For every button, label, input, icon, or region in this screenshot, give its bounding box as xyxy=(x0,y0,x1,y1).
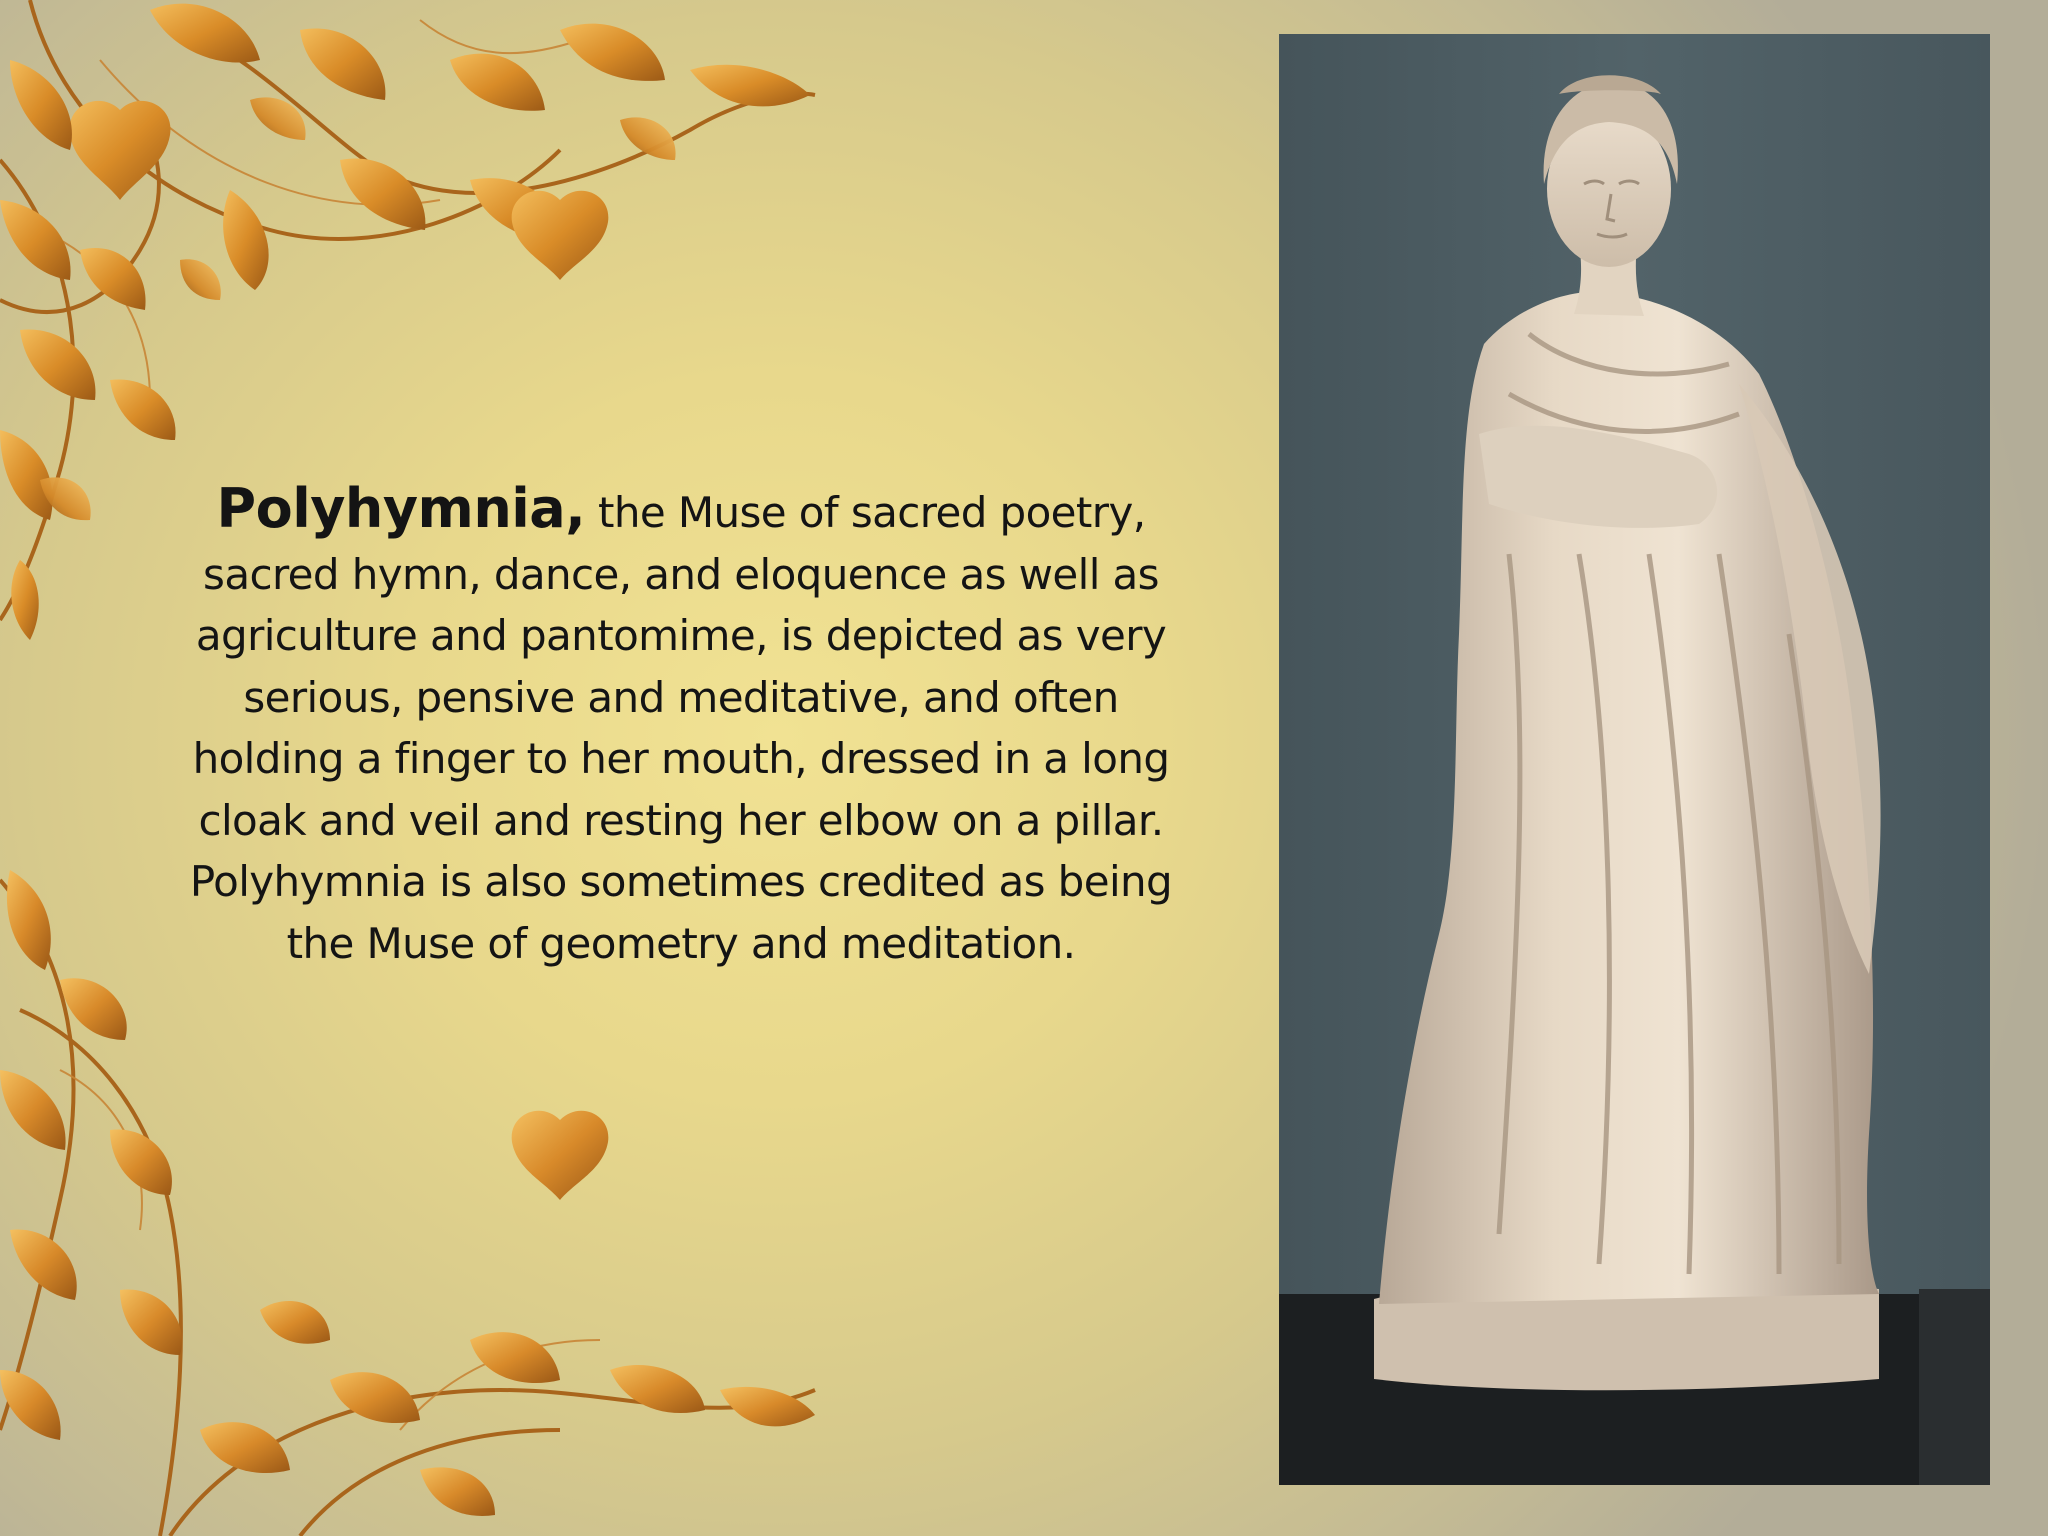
note-paragraph: Polyhymnia is also sometimes credited as being the Muse of geometry and meditation. xyxy=(189,857,1173,968)
slide-text xyxy=(176,478,1186,974)
statue-illustration xyxy=(1279,34,1990,1485)
description-paragraph xyxy=(176,478,1186,851)
description-text: the Muse of sacred poetry, sacred hymn, dance, and eloquence as well as agriculture and pantomime, is depicted as very serious, pensive and meditative, and often holding a finger to her mouth, dressed in a long cloak and veil and resting her elbow on a pillar. xyxy=(192,488,1170,845)
muse-name: Polyhymnia, xyxy=(216,477,586,540)
statue-photo xyxy=(1279,34,1990,1485)
